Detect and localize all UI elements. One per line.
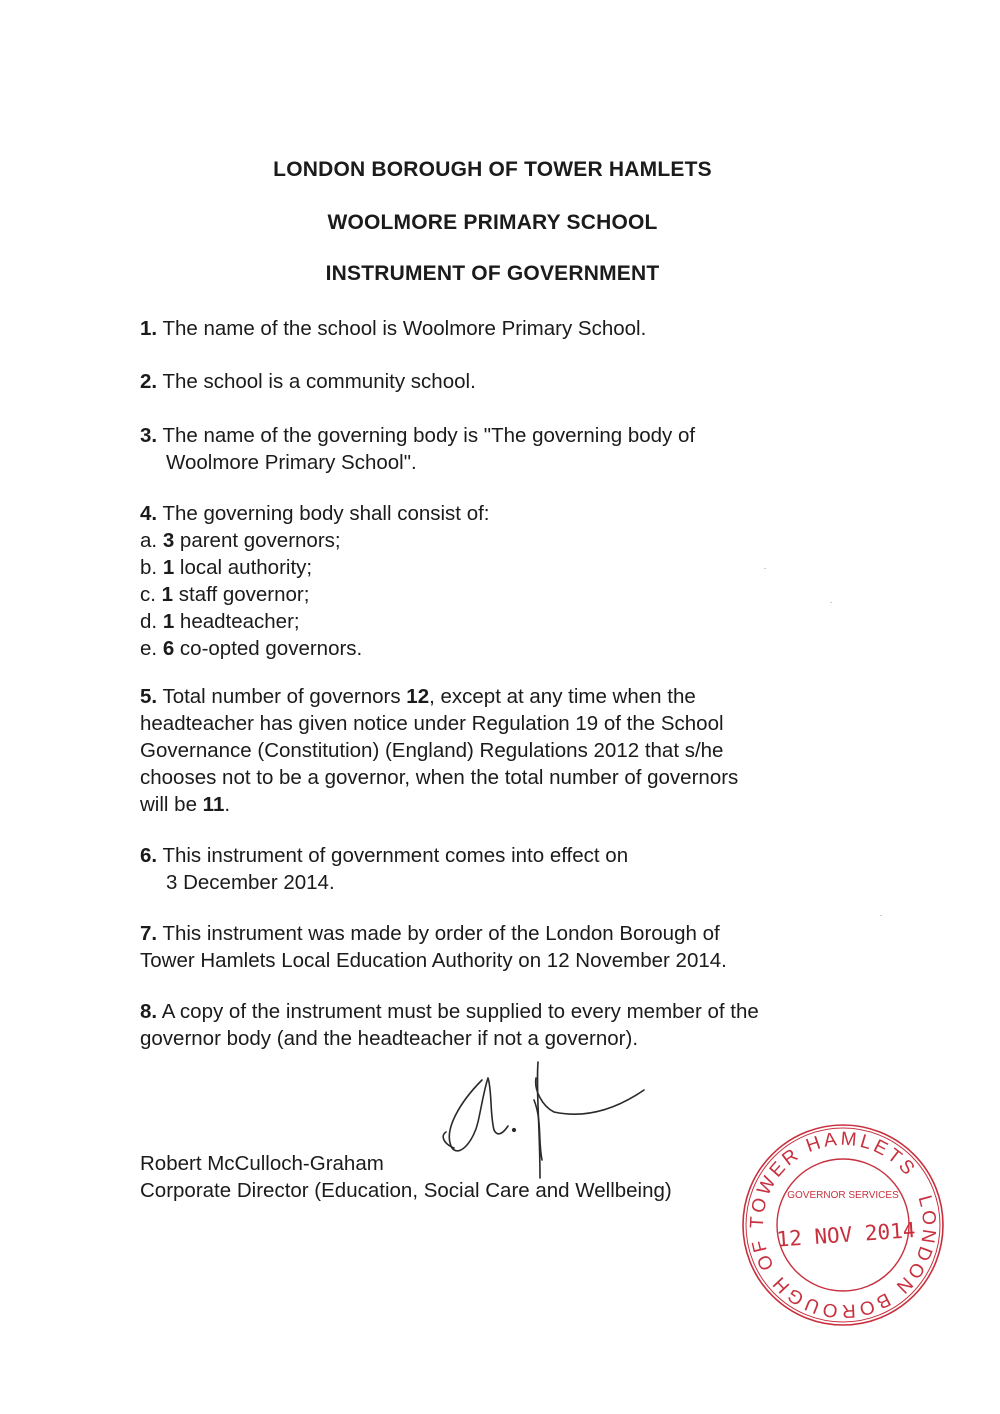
clause-text: The school is a community school. <box>162 370 476 393</box>
clause-text: The governing body shall consist of: <box>162 502 490 525</box>
clause-number: 5. <box>140 685 158 708</box>
clause-number: 1. <box>140 317 158 340</box>
stamp-date: 12 NOV 2014 <box>775 1217 917 1252</box>
composition-item-co-opted: e. 6 co-opted governors. <box>140 637 363 660</box>
composition-item-local-authority: b. 1 local authority; <box>140 556 313 579</box>
clause-text-line-1: The name of the governing body is "The governing body of <box>162 424 696 447</box>
scan-speck <box>830 602 832 603</box>
signatory-name: Robert McCulloch-Graham <box>140 1152 384 1175</box>
clause-text: The name of the school is Woolmore Primary School. <box>162 317 647 340</box>
authority-heading: LONDON BOROUGH OF TOWER HAMLETS <box>273 158 712 181</box>
effective-date: 3 December 2014. <box>166 871 335 894</box>
stamp-department: GOVERNOR SERVICES <box>787 1190 899 1201</box>
clause-number: 4. <box>140 502 158 525</box>
clause-number: 8. <box>140 1000 158 1023</box>
total-governors: 12 <box>406 685 430 708</box>
clause-5: 5. Total number of governors 12, except at any time when the headteacher has given notice under Regulation 19 of the School Governance (Constitution) (England) Regulations 2012 that s/he chooses not to be a governor, when the total number of governors will be 11. <box>140 685 739 816</box>
clause-number: 7. <box>140 922 158 945</box>
scan-speck <box>764 568 766 569</box>
document-title: INSTRUMENT OF GOVERNMENT <box>325 262 660 285</box>
signatory-title: Corporate Director (Education, Social Care and Wellbeing) <box>140 1179 672 1202</box>
signature-image <box>432 1060 662 1180</box>
clause-7: 7. This instrument was made by order of the London Borough of Tower Hamlets Local Education Authority on 12 November 2014. <box>140 922 727 972</box>
clause-4 <box>140 500 490 662</box>
stamp-ring-text: LONDON BOROUGH OF TOWER HAMLETS <box>746 1128 940 1322</box>
clause-number: 6. <box>140 844 158 867</box>
school-heading: WOOLMORE PRIMARY SCHOOL <box>327 211 658 234</box>
clause-number: 3. <box>140 424 158 447</box>
composition-item-staff: c. 1 staff governor; <box>140 583 310 606</box>
clause-3 <box>140 422 695 476</box>
governor-services-stamp <box>738 1120 948 1330</box>
composition-item-parent: a. 3 parent governors; <box>140 529 341 552</box>
clause-text-line-2: Woolmore Primary School". <box>166 451 417 474</box>
composition-item-headteacher: d. 1 headteacher; <box>140 610 300 633</box>
clause-6: 6. This instrument of government comes into effect on 3 December 2014. <box>140 844 629 894</box>
alt-total-governors: 11 <box>202 793 225 816</box>
clause-1 <box>140 315 646 342</box>
clause-2 <box>140 368 476 395</box>
scan-speck <box>880 915 882 916</box>
clause-8: 8. A copy of the instrument must be supplied to every member of the governor body (and the headteacher if not a governor). <box>140 1000 759 1050</box>
clause-number: 2. <box>140 370 158 393</box>
